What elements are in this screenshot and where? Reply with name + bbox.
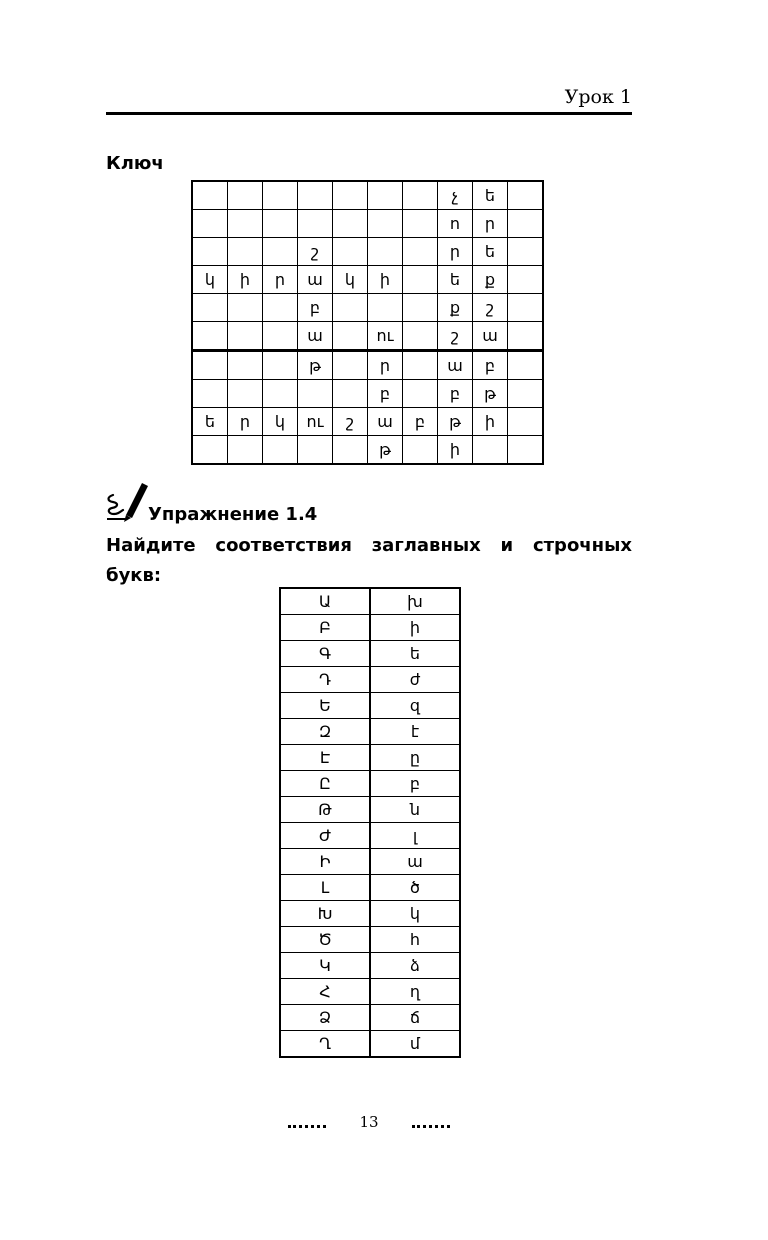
matching-row [280,1005,460,1031]
page-footer [288,1113,450,1135]
grid-cell: ա [473,322,508,351]
grid-cell [333,294,368,322]
grid-cell: ա [298,322,333,351]
grid-cell [228,322,263,351]
grid-cell [508,322,544,351]
lowercase-letter: ի [370,615,460,641]
grid-cell: ր [228,408,263,436]
grid-cell [263,322,298,351]
grid-cell [228,380,263,408]
grid-row [192,294,543,322]
grid-cell [333,210,368,238]
grid-cell [263,436,298,465]
uppercase-letter: Թ [280,797,370,823]
key-heading: Ключ [106,153,164,174]
uppercase-letter: Է [280,745,370,771]
grid-cell: ի [473,408,508,436]
grid-cell [228,351,263,380]
grid-cell: կ [333,266,368,294]
lowercase-letter: ղ [370,979,460,1005]
grid-cell: շ [298,238,333,266]
lowercase-letter: ն [370,797,460,823]
grid-cell [263,238,298,266]
matching-row [280,901,460,927]
grid-cell: ու [368,322,403,351]
grid-cell: կ [192,266,228,294]
grid-cell [403,210,438,238]
grid-cell: ա [438,351,473,380]
grid-cell [368,181,403,210]
grid-cell [263,380,298,408]
grid-cell [508,294,544,322]
grid-cell [403,436,438,465]
uppercase-letter: Ի [280,849,370,875]
grid-cell [263,294,298,322]
lowercase-letter: մ [370,1031,460,1058]
uppercase-letter: Խ [280,901,370,927]
grid-row [192,210,543,238]
matching-row [280,771,460,797]
grid-cell [333,322,368,351]
grid-row [192,408,543,436]
page-header-title: Урок 1 [564,86,632,108]
grid-cell [228,436,263,465]
grid-cell [192,351,228,380]
grid-cell [403,322,438,351]
uppercase-letter: Գ [280,641,370,667]
grid-cell: ի [438,436,473,465]
grid-row [192,436,543,465]
grid-cell [263,351,298,380]
matching-row [280,979,460,1005]
grid-cell [333,436,368,465]
grid-row [192,181,543,210]
grid-cell: ի [228,266,263,294]
grid-cell [263,210,298,238]
uppercase-letter: Լ [280,875,370,901]
grid-cell [228,181,263,210]
footer-dots-right [412,1125,450,1128]
lowercase-letter: խ [370,588,460,615]
header-rule [106,112,632,115]
exercise-instruction: Найдите соответствия заглавных и строчных букв: [106,535,632,586]
grid-cell: ա [298,266,333,294]
exercise-title: Упражнение 1.4 [148,504,318,525]
matching-row [280,1031,460,1058]
grid-cell [228,210,263,238]
grid-cell: ր [473,210,508,238]
grid-cell [298,380,333,408]
matching-row [280,693,460,719]
grid-cell: ե [473,238,508,266]
grid-cell: բ [298,294,333,322]
grid-cell: ա [368,408,403,436]
uppercase-letter: Զ [280,719,370,745]
pen-icon [104,477,152,523]
matching-row [280,927,460,953]
grid-cell: ր [263,266,298,294]
grid-cell [473,436,508,465]
matching-row [280,615,460,641]
matching-row [280,667,460,693]
uppercase-letter: Կ [280,953,370,979]
uppercase-letter: Ղ [280,1031,370,1058]
grid-cell [192,210,228,238]
lowercase-letter: ը [370,745,460,771]
grid-cell [508,210,544,238]
grid-cell: չ [438,181,473,210]
uppercase-letter: Դ [280,667,370,693]
matching-row [280,588,460,615]
grid-row [192,238,543,266]
grid-cell [403,266,438,294]
matching-row [280,641,460,667]
grid-cell: շ [473,294,508,322]
matching-row [280,719,460,745]
matching-row [280,849,460,875]
grid-cell [333,181,368,210]
grid-row [192,380,543,408]
grid-cell [192,322,228,351]
grid-cell: թ [438,408,473,436]
grid-cell [263,181,298,210]
grid-cell: կ [263,408,298,436]
matching-row [280,797,460,823]
grid-cell [508,351,544,380]
uppercase-letter: Հ [280,979,370,1005]
grid-cell: ի [368,266,403,294]
uppercase-letter: Ը [280,771,370,797]
grid-cell [192,436,228,465]
grid-cell [403,351,438,380]
grid-cell: ք [438,294,473,322]
grid-cell [508,238,544,266]
matching-row [280,745,460,771]
grid-cell [508,380,544,408]
grid-cell: շ [438,322,473,351]
grid-cell [192,238,228,266]
grid-cell [508,436,544,465]
exercise-header [104,477,404,523]
grid-cell: ք [473,266,508,294]
grid-cell [368,238,403,266]
grid-cell: ե [192,408,228,436]
grid-cell [298,210,333,238]
lowercase-letter: կ [370,901,460,927]
grid-row [192,322,543,351]
grid-cell [508,408,544,436]
matching-row [280,953,460,979]
grid-cell: ու [298,408,333,436]
grid-cell [298,436,333,465]
grid-cell: թ [368,436,403,465]
grid-row [192,351,543,380]
uppercase-letter: Ծ [280,927,370,953]
letter-matching-table [279,587,461,1058]
grid-cell [228,294,263,322]
grid-cell [368,294,403,322]
grid-cell: բ [473,351,508,380]
grid-cell [192,380,228,408]
grid-cell [403,181,438,210]
grid-cell: թ [473,380,508,408]
uppercase-letter: Բ [280,615,370,641]
grid-cell: թ [298,351,333,380]
matching-row [280,823,460,849]
grid-cell [508,266,544,294]
grid-row [192,266,543,294]
grid-cell: ե [438,266,473,294]
lowercase-letter: ձ [370,953,460,979]
lowercase-letter: ծ [370,875,460,901]
grid-cell [403,238,438,266]
grid-cell [403,294,438,322]
grid-cell [333,380,368,408]
lowercase-letter: ե [370,641,460,667]
lowercase-letter: ա [370,849,460,875]
matching-row [280,875,460,901]
lowercase-letter: է [370,719,460,745]
uppercase-letter: Ժ [280,823,370,849]
grid-cell [192,294,228,322]
lowercase-letter: լ [370,823,460,849]
lowercase-letter: ժ [370,667,460,693]
grid-cell [368,210,403,238]
grid-cell: բ [368,380,403,408]
grid-cell [228,238,263,266]
grid-cell [333,351,368,380]
lowercase-letter: բ [370,771,460,797]
page-number: 13 [359,1113,379,1131]
footer-dots-left [288,1125,326,1128]
lowercase-letter: ճ [370,1005,460,1031]
uppercase-letter: Ա [280,588,370,615]
grid-cell [298,181,333,210]
grid-cell: ր [438,238,473,266]
grid-cell [192,181,228,210]
grid-cell: շ [333,408,368,436]
uppercase-letter: Ձ [280,1005,370,1031]
crossword-key-grid [191,180,544,465]
uppercase-letter: Ե [280,693,370,719]
grid-cell: ե [473,181,508,210]
lowercase-letter: հ [370,927,460,953]
grid-cell [403,380,438,408]
grid-cell [508,181,544,210]
grid-cell [333,238,368,266]
grid-cell: բ [438,380,473,408]
grid-cell: բ [403,408,438,436]
lowercase-letter: զ [370,693,460,719]
grid-cell: ր [368,351,403,380]
grid-cell: ո [438,210,473,238]
